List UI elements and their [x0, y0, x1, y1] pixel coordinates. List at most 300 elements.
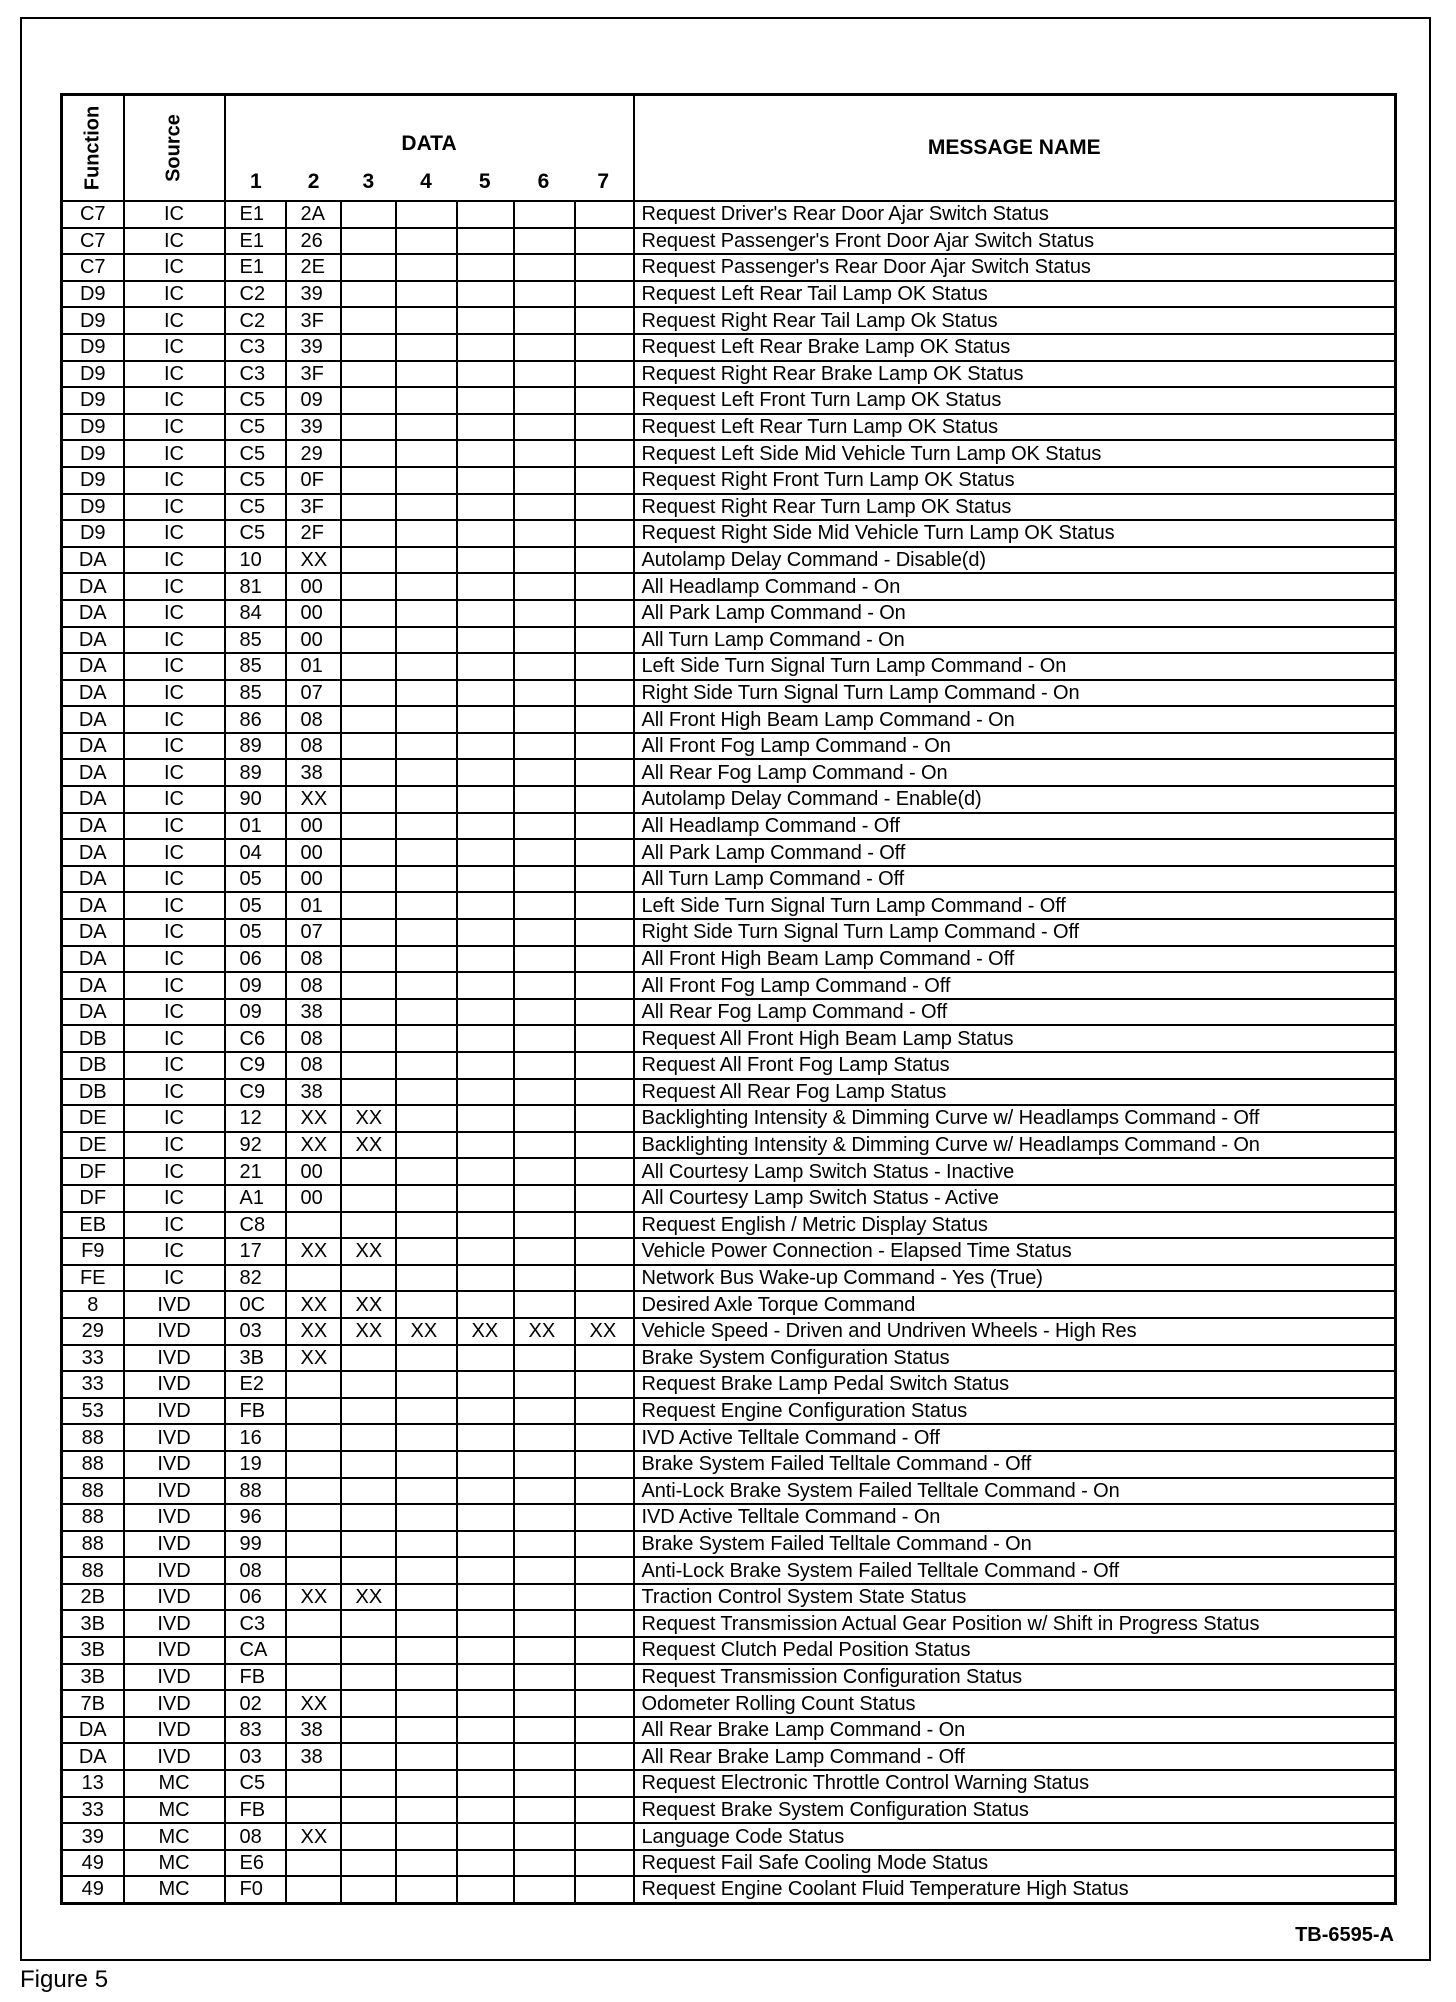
data-1-cell: 02: [225, 1690, 286, 1717]
data-3-cell: [341, 1876, 396, 1903]
data-5-cell: [457, 1079, 514, 1106]
table-row: [62, 653, 1396, 680]
table-row: [62, 1717, 1396, 1744]
data-6-cell: [514, 254, 575, 281]
data-6-cell: [514, 1291, 575, 1318]
data-4-cell: [396, 1637, 457, 1664]
data-3-cell: [341, 1371, 396, 1398]
data-6-cell: [514, 1823, 575, 1850]
data-6-cell: [514, 1770, 575, 1797]
data-6-cell: [514, 1690, 575, 1717]
data-3-cell: [341, 1265, 396, 1292]
function-cell: DA: [62, 813, 124, 840]
message-cell: Request All Front Fog Lamp Status: [634, 1052, 1396, 1079]
data-2-cell: 08: [286, 733, 341, 760]
data-7-cell: [575, 1238, 634, 1265]
data-3-cell: XX: [341, 1132, 396, 1159]
data-7-cell: [575, 1770, 634, 1797]
data-5-cell: [457, 1557, 514, 1584]
source-cell: IC: [124, 334, 225, 361]
message-cell: Left Side Turn Signal Turn Lamp Command - On: [634, 653, 1396, 680]
data-2-cell: 01: [286, 653, 341, 680]
data-2-cell: [286, 1637, 341, 1664]
data-2-cell: XX: [286, 1105, 341, 1132]
data-6-cell: [514, 1158, 575, 1185]
table-row: [62, 307, 1396, 334]
message-cell: All Front Fog Lamp Command - Off: [634, 972, 1396, 999]
table-row: [62, 1291, 1396, 1318]
data-5-cell: [457, 361, 514, 388]
data-3-cell: [341, 1823, 396, 1850]
message-cell: Request Transmission Configuration Status: [634, 1664, 1396, 1691]
data-3-cell: XX: [341, 1105, 396, 1132]
data-1-cell: C5: [225, 494, 286, 521]
data-4-cell: [396, 1132, 457, 1159]
data-4-cell: [396, 1424, 457, 1451]
data-4-cell: [396, 919, 457, 946]
data-3-cell: [341, 1424, 396, 1451]
function-cell: D9: [62, 467, 124, 494]
data-7-cell: [575, 1265, 634, 1292]
table-row: [62, 573, 1396, 600]
message-cell: Request Right Side Mid Vehicle Turn Lamp OK Status: [634, 520, 1396, 547]
data-6-cell: [514, 680, 575, 707]
data-7-cell: [575, 1557, 634, 1584]
function-cell: DA: [62, 1717, 124, 1744]
data-4-cell: [396, 467, 457, 494]
data-5-cell: [457, 600, 514, 627]
data-3-cell: [341, 999, 396, 1026]
data-4-cell: [396, 1238, 457, 1265]
message-cell: Request Engine Configuration Status: [634, 1398, 1396, 1425]
function-cell: 53: [62, 1398, 124, 1425]
data-4-cell: [396, 733, 457, 760]
data-1-cell: C8: [225, 1212, 286, 1239]
message-cell: Autolamp Delay Command - Enable(d): [634, 786, 1396, 813]
data-6-cell: [514, 307, 575, 334]
source-cell: MC: [124, 1876, 225, 1903]
function-cell: 13: [62, 1770, 124, 1797]
function-cell: DF: [62, 1158, 124, 1185]
data-column-numbers: [226, 170, 633, 194]
data-4-cell: [396, 547, 457, 574]
data-1-cell: 86: [225, 706, 286, 733]
data-7-cell: [575, 494, 634, 521]
message-cell: Autolamp Delay Command - Disable(d): [634, 547, 1396, 574]
table-row: [62, 706, 1396, 733]
data-1-cell: 17: [225, 1238, 286, 1265]
message-cell: Request Right Front Turn Lamp OK Status: [634, 467, 1396, 494]
data-7-cell: [575, 892, 634, 919]
data-6-cell: [514, 759, 575, 786]
data-7-cell: [575, 334, 634, 361]
data-6-cell: [514, 228, 575, 255]
data-6-cell: [514, 387, 575, 414]
source-cell: IVD: [124, 1424, 225, 1451]
source-cell: IC: [124, 919, 225, 946]
source-cell: IC: [124, 228, 225, 255]
data-5-cell: [457, 573, 514, 600]
data-3-cell: [341, 1504, 396, 1531]
data-3-cell: [341, 1850, 396, 1877]
data-7-cell: [575, 706, 634, 733]
data-7-cell: [575, 946, 634, 973]
data-2-cell: XX: [286, 1132, 341, 1159]
table-row: [62, 1823, 1396, 1850]
source-cell: IC: [124, 680, 225, 707]
data-3-cell: [341, 1797, 396, 1824]
data-1-cell: 3B: [225, 1345, 286, 1372]
data-1-cell: 03: [225, 1318, 286, 1345]
message-cell: All Front Fog Lamp Command - On: [634, 733, 1396, 760]
table-row: [62, 361, 1396, 388]
data-5-cell: [457, 892, 514, 919]
data-7-cell: [575, 547, 634, 574]
data-5-cell: [457, 281, 514, 308]
data-4-cell: [396, 254, 457, 281]
data-4-cell: [396, 866, 457, 893]
data-3-cell: [341, 1079, 396, 1106]
function-cell: DB: [62, 1052, 124, 1079]
data-7-cell: [575, 1451, 634, 1478]
data-5-cell: [457, 1610, 514, 1637]
data-6-cell: [514, 361, 575, 388]
source-cell: IC: [124, 307, 225, 334]
data-1-cell: C3: [225, 361, 286, 388]
message-cell: Backlighting Intensity & Dimming Curve w/ Headlamps Command - On: [634, 1132, 1396, 1159]
data-6-cell: [514, 1637, 575, 1664]
function-cell: D9: [62, 494, 124, 521]
table-row: [62, 1212, 1396, 1239]
message-cell: Anti-Lock Brake System Failed Telltale Command - On: [634, 1478, 1396, 1505]
data-3-cell: XX: [341, 1584, 396, 1611]
message-cell: All Front High Beam Lamp Command - On: [634, 706, 1396, 733]
data-2-cell: 08: [286, 972, 341, 999]
message-cell: Request English / Metric Display Status: [634, 1212, 1396, 1239]
source-cell: IC: [124, 254, 225, 281]
source-cell: IC: [124, 866, 225, 893]
data-6-cell: [514, 1398, 575, 1425]
function-cell: D9: [62, 334, 124, 361]
data-1-cell: 12: [225, 1105, 286, 1132]
data-4-cell: [396, 1265, 457, 1292]
data-7-cell: [575, 1743, 634, 1770]
data-1-cell: C5: [225, 440, 286, 467]
data-7-cell: [575, 307, 634, 334]
source-cell: IC: [124, 786, 225, 813]
data-1-cell: 85: [225, 680, 286, 707]
data-3-cell: [341, 547, 396, 574]
table-body: [62, 201, 1396, 1903]
data-7-cell: [575, 467, 634, 494]
data-1-cell: 09: [225, 972, 286, 999]
message-cell: Request Passenger's Rear Door Ajar Switch Status: [634, 254, 1396, 281]
table-row: [62, 759, 1396, 786]
table-row: [62, 494, 1396, 521]
data-1-cell: 04: [225, 839, 286, 866]
data-1-cell: 09: [225, 999, 286, 1026]
data-4-cell: [396, 494, 457, 521]
data-6-cell: [514, 1557, 575, 1584]
data-3-cell: [341, 228, 396, 255]
data-6-cell: [514, 839, 575, 866]
message-cell: Request Driver's Rear Door Ajar Switch Status: [634, 201, 1396, 228]
table-row: [62, 387, 1396, 414]
source-cell: IVD: [124, 1610, 225, 1637]
message-cell: Traction Control System State Status: [634, 1584, 1396, 1611]
source-cell: IC: [124, 627, 225, 654]
function-cell: 88: [62, 1424, 124, 1451]
data-4-cell: [396, 1770, 457, 1797]
function-cell: DA: [62, 786, 124, 813]
function-cell: 88: [62, 1531, 124, 1558]
data-3-cell: [341, 520, 396, 547]
data-col-1-header: 1: [250, 170, 262, 193]
table-row: [62, 1797, 1396, 1824]
data-3-cell: [341, 946, 396, 973]
data-header: DATA: [401, 132, 457, 155]
data-7-cell: [575, 1637, 634, 1664]
data-3-cell: [341, 759, 396, 786]
data-5-cell: [457, 1478, 514, 1505]
data-7-cell: [575, 281, 634, 308]
data-2-cell: [286, 1850, 341, 1877]
function-cell: DA: [62, 653, 124, 680]
drawing-code: TB-6595-A: [1295, 1924, 1394, 1946]
data-3-cell: XX: [341, 1318, 396, 1345]
data-3-cell: XX: [341, 1291, 396, 1318]
table-row: [62, 1371, 1396, 1398]
message-cell: All Turn Lamp Command - On: [634, 627, 1396, 654]
data-5-cell: [457, 307, 514, 334]
table-row: [62, 520, 1396, 547]
message-cell: All Courtesy Lamp Switch Status - Inactive: [634, 1158, 1396, 1185]
data-4-cell: [396, 946, 457, 973]
data-1-cell: 84: [225, 600, 286, 627]
message-cell: All Park Lamp Command - Off: [634, 839, 1396, 866]
source-cell: IVD: [124, 1637, 225, 1664]
function-cell: 3B: [62, 1637, 124, 1664]
data-3-cell: [341, 786, 396, 813]
data-6-cell: [514, 414, 575, 441]
source-cell: IC: [124, 467, 225, 494]
message-cell: Desired Axle Torque Command: [634, 1291, 1396, 1318]
data-3-cell: [341, 440, 396, 467]
message-cell: Brake System Failed Telltale Command - On: [634, 1531, 1396, 1558]
data-5-cell: [457, 1876, 514, 1903]
data-5-cell: [457, 786, 514, 813]
data-1-cell: C5: [225, 414, 286, 441]
data-2-cell: 08: [286, 1052, 341, 1079]
table-row: [62, 1876, 1396, 1903]
data-3-cell: [341, 733, 396, 760]
data-5-cell: [457, 414, 514, 441]
data-3-cell: [341, 307, 396, 334]
function-header: Function: [81, 105, 104, 191]
message-cell: All Park Lamp Command - On: [634, 600, 1396, 627]
table-row: [62, 1345, 1396, 1372]
data-1-cell: 06: [225, 1584, 286, 1611]
function-cell: DA: [62, 919, 124, 946]
source-cell: IC: [124, 547, 225, 574]
data-1-cell: 08: [225, 1557, 286, 1584]
data-2-cell: XX: [286, 1318, 341, 1345]
data-2-cell: 01: [286, 892, 341, 919]
data-1-cell: 19: [225, 1451, 286, 1478]
data-5-cell: [457, 839, 514, 866]
data-2-cell: 07: [286, 919, 341, 946]
data-4-cell: [396, 627, 457, 654]
data-1-cell: 82: [225, 1265, 286, 1292]
data-5-cell: [457, 1850, 514, 1877]
data-4-cell: [396, 1797, 457, 1824]
function-cell: D9: [62, 307, 124, 334]
data-2-cell: XX: [286, 1690, 341, 1717]
data-1-cell: C6: [225, 1025, 286, 1052]
data-4-cell: XX: [396, 1318, 457, 1345]
data-4-cell: [396, 600, 457, 627]
source-header: Source: [162, 114, 185, 182]
data-3-cell: [341, 680, 396, 707]
data-6-cell: [514, 1105, 575, 1132]
table-row: [62, 1770, 1396, 1797]
message-table: [60, 93, 1397, 1905]
data-3-cell: [341, 1052, 396, 1079]
data-1-cell: F0: [225, 1876, 286, 1903]
data-7-cell: XX: [575, 1318, 634, 1345]
data-2-cell: XX: [286, 1823, 341, 1850]
message-cell: Request All Rear Fog Lamp Status: [634, 1079, 1396, 1106]
data-2-cell: [286, 1265, 341, 1292]
table-row: [62, 866, 1396, 893]
source-cell: IC: [124, 759, 225, 786]
function-cell: 3B: [62, 1664, 124, 1691]
data-6-cell: [514, 1850, 575, 1877]
data-2-cell: 39: [286, 281, 341, 308]
data-2-cell: 29: [286, 440, 341, 467]
data-3-cell: [341, 1637, 396, 1664]
function-cell: DE: [62, 1105, 124, 1132]
table-row: [62, 281, 1396, 308]
data-2-cell: 3F: [286, 307, 341, 334]
data-5-cell: [457, 1823, 514, 1850]
table-row: [62, 1690, 1396, 1717]
data-7-cell: [575, 1797, 634, 1824]
table-row: [62, 892, 1396, 919]
source-cell: IVD: [124, 1398, 225, 1425]
data-4-cell: [396, 1823, 457, 1850]
data-7-cell: [575, 759, 634, 786]
data-3-cell: [341, 573, 396, 600]
data-5-cell: [457, 1025, 514, 1052]
data-6-cell: [514, 600, 575, 627]
data-3-cell: [341, 1478, 396, 1505]
message-cell: All Rear Fog Lamp Command - On: [634, 759, 1396, 786]
data-4-cell: [396, 1398, 457, 1425]
table-row: [62, 1451, 1396, 1478]
table-row: [62, 1743, 1396, 1770]
table-row: [62, 1158, 1396, 1185]
source-cell: IVD: [124, 1291, 225, 1318]
data-5-cell: [457, 1664, 514, 1691]
data-1-cell: C5: [225, 387, 286, 414]
data-3-cell: [341, 1025, 396, 1052]
function-cell: DA: [62, 627, 124, 654]
data-7-cell: [575, 1717, 634, 1744]
data-5-cell: [457, 228, 514, 255]
table-row: [62, 999, 1396, 1026]
message-cell: All Rear Brake Lamp Command - On: [634, 1717, 1396, 1744]
data-7-cell: [575, 1531, 634, 1558]
data-4-cell: [396, 892, 457, 919]
data-4-cell: [396, 1052, 457, 1079]
data-1-cell: 88: [225, 1478, 286, 1505]
data-5-cell: [457, 1504, 514, 1531]
function-cell: FE: [62, 1265, 124, 1292]
data-5-cell: [457, 1291, 514, 1318]
message-cell: All Turn Lamp Command - Off: [634, 866, 1396, 893]
source-cell: IC: [124, 1265, 225, 1292]
source-cell: IC: [124, 972, 225, 999]
data-7-cell: [575, 1478, 634, 1505]
table-row: [62, 946, 1396, 973]
data-2-cell: 39: [286, 334, 341, 361]
table-row: [62, 786, 1396, 813]
data-4-cell: [396, 1079, 457, 1106]
table-row: [62, 1079, 1396, 1106]
data-1-cell: C5: [225, 467, 286, 494]
source-cell: IC: [124, 414, 225, 441]
data-6-cell: [514, 919, 575, 946]
data-2-cell: [286, 1610, 341, 1637]
data-5-cell: [457, 1424, 514, 1451]
table-row: [62, 547, 1396, 574]
data-4-cell: [396, 1185, 457, 1212]
message-cell: Request Brake Lamp Pedal Switch Status: [634, 1371, 1396, 1398]
table-row: [62, 1025, 1396, 1052]
data-3-cell: [341, 600, 396, 627]
data-3-cell: [341, 494, 396, 521]
data-4-cell: [396, 999, 457, 1026]
function-cell: DB: [62, 1079, 124, 1106]
message-cell: Right Side Turn Signal Turn Lamp Command - Off: [634, 919, 1396, 946]
data-2-cell: 38: [286, 1743, 341, 1770]
data-5-cell: [457, 494, 514, 521]
source-cell: IC: [124, 1158, 225, 1185]
data-3-cell: [341, 201, 396, 228]
data-col-2-header: 2: [307, 170, 320, 193]
data-3-cell: [341, 892, 396, 919]
table-row: [62, 680, 1396, 707]
source-cell: IVD: [124, 1478, 225, 1505]
message-cell: Request Left Rear Turn Lamp OK Status: [634, 414, 1396, 441]
data-6-cell: [514, 1584, 575, 1611]
function-cell: F9: [62, 1238, 124, 1265]
data-5-cell: [457, 706, 514, 733]
function-cell: DA: [62, 759, 124, 786]
data-7-cell: [575, 573, 634, 600]
table-row: [62, 627, 1396, 654]
data-5-cell: [457, 334, 514, 361]
data-7-cell: [575, 1105, 634, 1132]
source-cell: IVD: [124, 1664, 225, 1691]
message-cell: Request Left Rear Brake Lamp OK Status: [634, 334, 1396, 361]
data-4-cell: [396, 839, 457, 866]
data-1-cell: E6: [225, 1850, 286, 1877]
message-name-header: MESSAGE NAME: [634, 95, 1396, 202]
data-2-cell: 00: [286, 866, 341, 893]
table-row: [62, 334, 1396, 361]
